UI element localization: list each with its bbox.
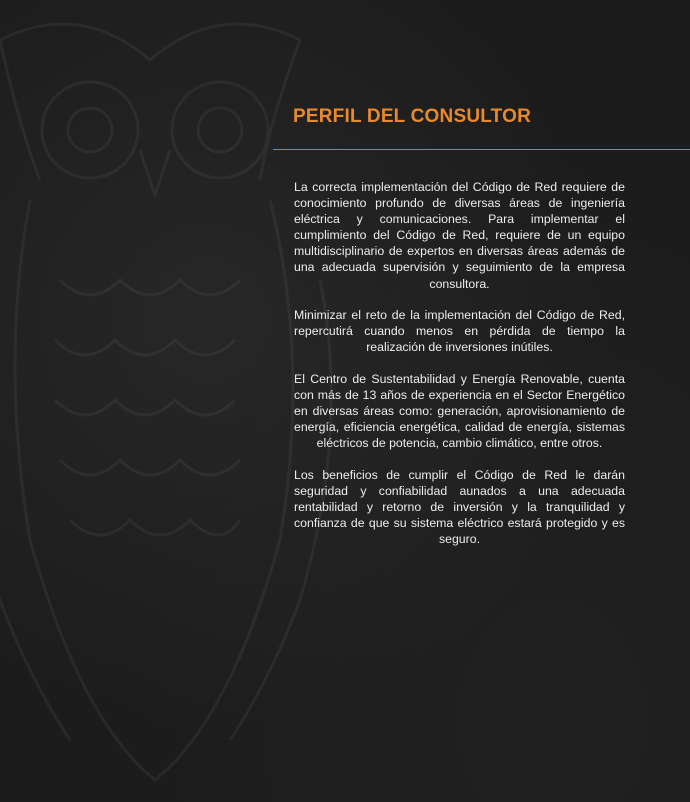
paragraph: Los beneficios de cumplir el Código de Red le darán seguridad y confiabilidad aunados a una adecuada rentabilidad y retorno de inversión y la tranquilidad y confianza de que su sistema eléctrico estará protegido y es seguro. bbox=[294, 467, 625, 547]
title-divider bbox=[273, 149, 690, 150]
body-text bbox=[294, 179, 625, 563]
paragraph: La correcta implementación del Código de Red requiere de conocimiento profundo de diversas áreas de ingeniería eléctrica y comunicaciones. Para implementar el cumplimiento del Código de Red, requiere de un equipo multidisciplinario de expertos en diversas áreas además de una adecuada supervisión y seguimiento de la empresa consultora. bbox=[294, 180, 625, 291]
paragraph: Minimizar el reto de la implementación del Código de Red, repercutirá cuando menos en pérdida de tiempo la realización de inversiones inútiles. bbox=[294, 308, 625, 355]
paragraph: El Centro de Sustentabilidad y Energía Renovable, cuenta con más de 13 años de experiencia en el Sector Energético en diversas áreas como: generación, aprovisionamiento de energía, eficiencia energética, calidad de energía, sistemas eléctricos de potencia, cambio climático, entre otros. bbox=[294, 371, 625, 451]
section-title: PERFIL DEL CONSULTOR bbox=[293, 106, 532, 127]
